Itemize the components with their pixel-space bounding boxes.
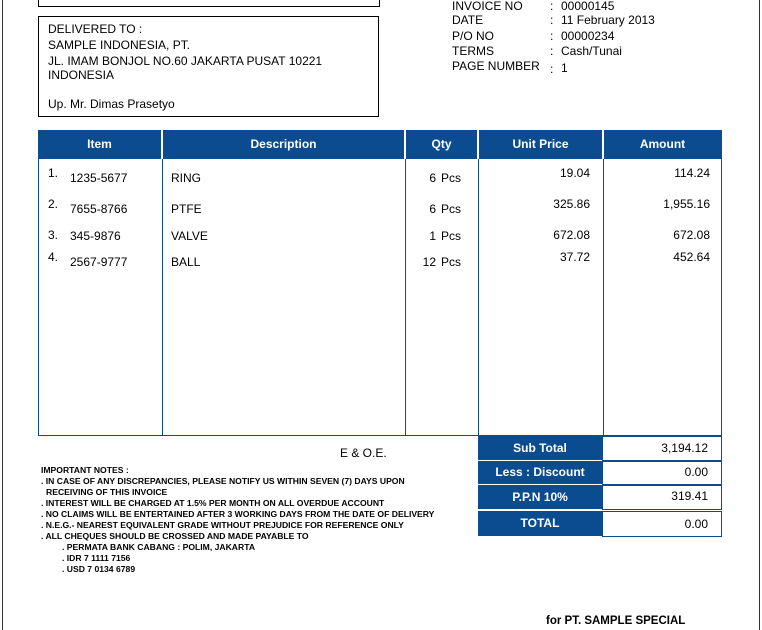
meta-colon: :: [550, 62, 554, 76]
item-qty: 1: [429, 229, 436, 243]
bank-line: . IDR 7 1111 7156: [62, 553, 131, 563]
item-amount: 1,955.16: [663, 197, 710, 211]
bank-line: . USD 7 0134 6789: [62, 564, 136, 574]
item-unit-price: 325.86: [553, 197, 590, 211]
subtotal-value: 3,194.12: [661, 441, 708, 455]
header-box: [38, 0, 380, 7]
item-unit: Pcs: [441, 229, 462, 243]
item-code: 345-9876: [70, 229, 121, 243]
meta-colon: :: [550, 29, 554, 43]
item-qty: 6: [429, 171, 436, 185]
column-divider: [162, 159, 163, 435]
delivered-to-country: INDONESIA: [48, 68, 115, 82]
meta-colon: :: [550, 0, 554, 13]
note-line: . N.E.G.- NEAREST EQUIVALENT GRADE WITHOUT PREJUDICE FOR REFERENCE ONLY: [41, 520, 404, 530]
total-label: TOTAL: [478, 511, 602, 536]
meta-label: TERMS: [452, 44, 494, 58]
item-description: VALVE: [171, 229, 208, 243]
delivered-to-box: [38, 16, 379, 117]
column-header-qty: Qty: [406, 130, 477, 159]
item-description: PTFE: [171, 202, 202, 216]
bank-line: . PERMATA BANK CABANG : POLIM, JAKARTA: [62, 542, 256, 552]
column-header-description: Description: [163, 130, 404, 159]
item-unit: Pcs: [441, 171, 462, 185]
item-amount: 114.24: [674, 166, 710, 180]
item-description: BALL: [171, 255, 201, 269]
delivered-to-company: SAMPLE INDONESIA, PT.: [48, 38, 191, 52]
row-number: 2.: [48, 197, 59, 211]
delivered-to-address: JL. IMAM BONJOL NO.60 JAKARTA PUSAT 10221: [48, 54, 323, 68]
item-qty: 12: [422, 255, 436, 269]
delivered-to-heading: DELIVERED TO :: [48, 22, 143, 36]
total-value: 0.00: [684, 517, 708, 531]
note-line: RECEIVING OF THIS INVOICE: [46, 487, 168, 497]
item-unit-price: 672.08: [553, 228, 590, 242]
item-code: 7655-8766: [70, 202, 128, 216]
meta-colon: :: [550, 13, 554, 27]
note-line: . NO CLAIMS WILL BE ENTERTAINED AFTER 3 WORKING DAYS FROM THE DATE OF DELIVERY: [41, 509, 435, 519]
discount-value: 0.00: [684, 465, 708, 479]
row-number: 3.: [48, 228, 59, 242]
item-code: 2567-9777: [70, 255, 128, 269]
meta-label: P/O NO: [452, 29, 495, 43]
vat-value: 319.41: [671, 489, 708, 503]
note-line: . INTEREST WILL BE CHARGED AT 1.5% PER MONTH ON ALL OVERDUE ACCOUNT: [41, 498, 385, 508]
column-header-amount: Amount: [604, 130, 721, 159]
meta-colon: :: [550, 44, 554, 58]
item-qty: 6: [429, 202, 436, 216]
delivered-to-attention: Up. Mr. Dimas Prasetyo: [48, 97, 175, 111]
column-divider: [478, 159, 479, 435]
row-number: 1.: [48, 166, 59, 180]
errors-omissions-excepted: E & O.E.: [340, 446, 387, 460]
item-description: RING: [171, 171, 201, 185]
note-line: . IN CASE OF ANY DISCREPANCIES, PLEASE NOTIFY US WITHIN SEVEN (7) DAYS UPON: [41, 476, 405, 486]
item-unit-price: 19.04: [559, 166, 590, 180]
column-header-unit-price: Unit Price: [479, 130, 602, 159]
item-amount: 672.08: [673, 228, 710, 242]
vat-label: P.P.N 10%: [478, 485, 602, 509]
item-unit: Pcs: [441, 255, 462, 269]
item-amount: 452.64: [673, 250, 710, 264]
meta-value: 00000234: [561, 29, 615, 43]
item-code: 1235-5677: [70, 171, 128, 185]
subtotal-label: Sub Total: [478, 436, 602, 460]
meta-value: 1: [561, 61, 568, 75]
column-divider: [405, 159, 406, 435]
notes-title: IMPORTANT NOTES :: [41, 465, 129, 475]
discount-label: Less : Discount: [478, 461, 602, 484]
meta-label: DATE: [452, 13, 484, 27]
column-header-item: Item: [38, 130, 161, 159]
item-unit-price: 37.72: [559, 250, 590, 264]
meta-value: 11 February 2013: [561, 13, 655, 27]
meta-value: Cash/Tunai: [561, 44, 622, 58]
meta-label: PAGE NUMBER: [452, 59, 540, 73]
signature-company: for PT. SAMPLE SPECIAL: [546, 615, 686, 627]
meta-label: INVOICE NO: [452, 0, 523, 13]
page-left-border: [2, 0, 3, 630]
meta-value: 00000145: [561, 0, 615, 13]
page-right-border: [759, 0, 760, 630]
note-line: . ALL CHEQUES SHOULD BE CROSSED AND MADE PAYABLE TO: [41, 531, 309, 541]
item-unit: Pcs: [441, 202, 462, 216]
row-number: 4.: [48, 250, 59, 264]
